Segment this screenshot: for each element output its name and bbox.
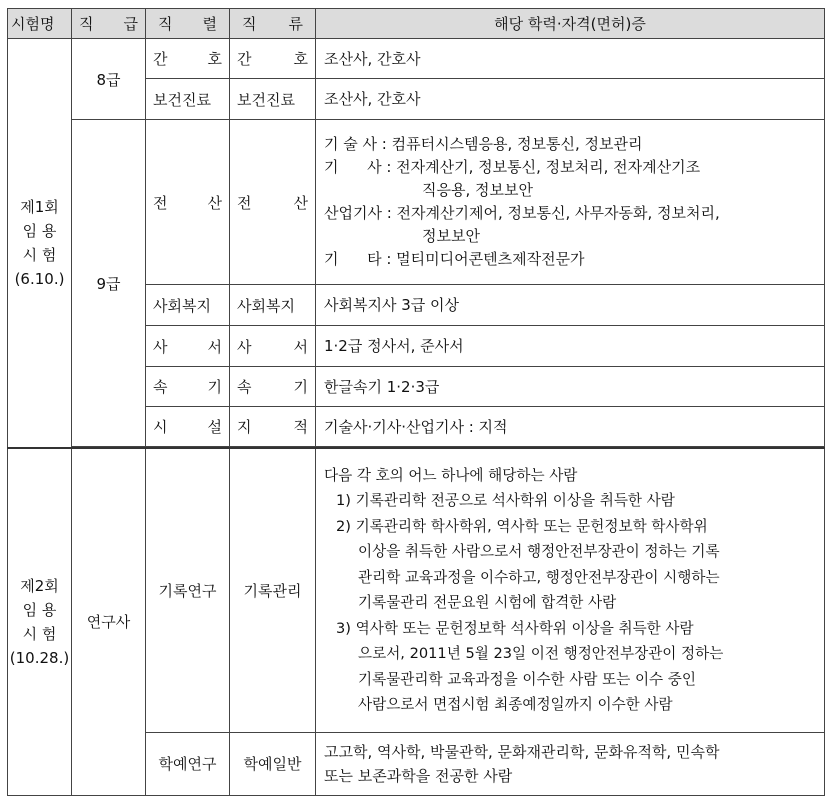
- kind-cell: 기록관리: [230, 448, 316, 732]
- series-cell: 사 서: [146, 326, 230, 367]
- exam2-name-line1: 제2회: [20, 576, 59, 595]
- series-cell: 보건진료: [146, 79, 230, 120]
- header-exam: 시험명: [8, 9, 72, 39]
- records-line: 기록물관리학 교육과정을 이수한 사람 또는 이수 중인: [358, 670, 696, 688]
- kind-cell: 보건진료: [230, 79, 316, 120]
- series-cell: 기록연구: [146, 448, 230, 732]
- it-line: 직응용, 정보보안: [422, 181, 533, 199]
- exam1-name-line4: (6.10.): [14, 270, 65, 288]
- exam1-name-line3: 시 험: [22, 246, 57, 264]
- curator-line: 고고학, 역사학, 박물관학, 문화재관리학, 문화유적학, 민속학: [324, 742, 720, 761]
- exam2-grade: 연구사: [72, 448, 146, 795]
- header-kind: 직 류: [230, 9, 316, 39]
- series-cell: 속 기: [146, 367, 230, 407]
- series-cell: 시 설: [146, 407, 230, 447]
- series-cell: 간 호: [146, 39, 230, 79]
- it-line: 산업기사 : 전자계산기제어, 정보통신, 사무자동화, 정보처리,: [324, 204, 720, 222]
- header-series: 직 렬: [146, 9, 230, 39]
- records-line: 3) 역사학 또는 문헌정보학 석사학위 이상을 취득한 사람: [336, 619, 694, 637]
- it-line: 정보보안: [422, 227, 480, 245]
- records-qual-cell: [316, 448, 825, 732]
- records-line: 관리학 교육과정을 이수하고, 행정안전부장관이 시행하는: [358, 568, 720, 586]
- it-line: 기 사 : 전자계산기, 정보통신, 정보처리, 전자계산기조: [324, 158, 701, 176]
- series-cell: 전 산: [146, 120, 230, 285]
- qual-cell: 사회복지사 3급 이상: [316, 285, 825, 326]
- kind-cell: 사 서: [230, 326, 316, 367]
- table-row: [8, 39, 825, 79]
- exam2-name-line4: (10.28.): [9, 648, 70, 667]
- exam2-name-line3: 시 험: [22, 624, 57, 643]
- kind-cell: 속 기: [230, 367, 316, 407]
- it-qual-cell: [316, 120, 825, 285]
- records-line: 으로서, 2011년 5월 23일 이전 행정안전부장관이 정하는: [358, 645, 724, 663]
- curator-qual-cell: [316, 732, 825, 795]
- exam1-name-line1: 제1회: [20, 198, 59, 216]
- series-cell: 사회복지: [146, 285, 230, 326]
- exam2-name-line2: 임 용: [22, 600, 57, 619]
- curator-line: 또는 보존과학을 전공한 사람: [324, 766, 513, 785]
- qual-cell: 조산사, 간호사: [316, 79, 825, 120]
- qual-cell: 조산사, 간호사: [316, 39, 825, 79]
- it-line: 기 술 사 : 컴퓨터시스템응용, 정보통신, 정보관리: [324, 135, 643, 153]
- kind-cell: 학예일반: [230, 732, 316, 795]
- kind-cell: 지 적: [230, 407, 316, 447]
- exam1-grade8: 8급: [72, 39, 146, 120]
- kind-cell: 사회복지: [230, 285, 316, 326]
- header-row: [8, 9, 825, 39]
- kind-cell: 전 산: [230, 120, 316, 285]
- qual-cell: 기술사·기사·산업기사 : 지적: [316, 407, 825, 447]
- series-cell: 학예연구: [146, 732, 230, 795]
- exam1-name-line2: 임 용: [22, 222, 57, 240]
- it-line: 기 타 : 멀티미디어콘텐츠제작전문가: [324, 250, 585, 268]
- qual-cell: 1·2급 정사서, 준사서: [316, 326, 825, 367]
- table-row: [8, 120, 825, 285]
- records-line: 사람으로서 면접시험 최종예정일까지 이수한 사람: [358, 696, 673, 714]
- exam2-name: [8, 448, 72, 795]
- records-line: 이상을 취득한 사람으로서 행정안전부장관이 정하는 기록: [358, 543, 720, 561]
- header-qualification: 해당 학력·자격(면허)증: [316, 9, 825, 39]
- qualification-table: [7, 8, 825, 796]
- qual-cell: 한글속기 1·2·3급: [316, 367, 825, 407]
- records-line: 다음 각 호의 어느 하나에 해당하는 사람: [324, 466, 578, 484]
- records-line: 기록물관리 전문요원 시험에 합격한 사람: [358, 594, 617, 612]
- kind-cell: 간 호: [230, 39, 316, 79]
- exam1-grade9: 9급: [72, 120, 146, 447]
- records-line: 2) 기록관리학 학사학위, 역사학 또는 문헌정보학 학사학위: [336, 517, 708, 535]
- records-line: 1) 기록관리학 전공으로 석사학위 이상을 취득한 사람: [336, 492, 675, 510]
- header-grade: 직 급: [72, 9, 146, 39]
- exam1-name: [8, 39, 72, 449]
- table-row: [8, 448, 825, 732]
